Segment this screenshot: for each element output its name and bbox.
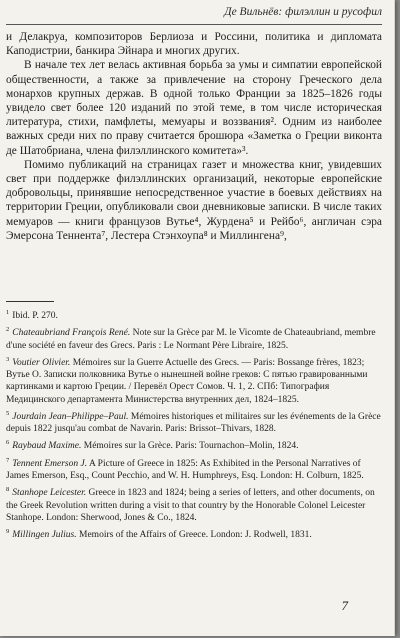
- running-head: Де Вильнёв: филэллин и русофил: [224, 6, 382, 18]
- body-paragraph: и Делакруа, композиторов Берлиоза и Россини, политика и дипломата Каподистрии, банкира Эйнара и многих других.: [6, 31, 382, 58]
- footnote-text: Mémoires historiques et militaires sur les événements de la Grèce depuis 1822 jusqu'au combat de Navarin. Paris: Brissot–Thivars, 1828.: [6, 412, 381, 435]
- footnote-number: 8: [6, 486, 10, 494]
- body-paragraph: В начале тех лет велась активная борьба за умы и симпатии европейской общественности, а также за привлечение на сторону Греческого дела монархов крупных держав. В одной только Франции за 1825–1826 годы увидело свет более 120 изданий по этой теме, в том числе историческая литература, стихи, памфлеты, мемуары и воззвания². Одним из наиболее важных среди них по праву считается брошюра «Заметка о Греции виконта де Шатобриана, члена филэллинского комитета»³.: [6, 59, 382, 157]
- footnote-text: A Picture of Greece in 1825: As Exhibited in the Personal Narratives of James Emerson, Esq., Count Pecchio, and W. H. Humphreys, Esq. London: H. Colburn, 1825.: [6, 458, 364, 482]
- footnote-separator: [6, 301, 54, 302]
- footnote-number: 2: [6, 326, 10, 334]
- main-text: [6, 30, 382, 243]
- header-rule: [6, 24, 382, 25]
- footnote-number: 3: [6, 355, 10, 363]
- body-paragraph: Помимо публикаций на страницах газет и множества книг, увидевших свет при поддержке филэллинских организаций, некоторые европейские добровольцы, принявшие непосредственное участие в боевых действиях на территории Греции, опубликовали свои дневниковые записки. В числе таких мемуаров — книги французов Вутье⁴, Журдена⁵ и Рейбо⁶, англичан сэра Эмерсона Теннента⁷, Лестера Стэнхоупа⁸ и Миллингена⁹,: [6, 158, 382, 242]
- footnote: [6, 484, 382, 524]
- footnote-number: 6: [6, 439, 10, 447]
- footnote-author: Jourdain Jean–Philippe–Paul.: [12, 412, 129, 423]
- footnote: [6, 307, 382, 322]
- footnote-author: Millingen Julius.: [12, 530, 77, 541]
- footnotes: [6, 307, 382, 544]
- footnote: [6, 324, 382, 352]
- footnote-author: Voutier Olivier.: [12, 358, 71, 369]
- footnote-text: Mémoires sur la Guerre Actuelle des Grecs. — Paris: Bossange frères, 1823; Вутье О. Записки полковника Вутье о нынешней войне греков: С пятью гравированными картинками и картою Греции. / Перевёл Орест Сомов. Ч. 1, 2. СПб: Типография Медицинского департамента Министерства внутренних дел, 1824–1825.: [6, 358, 368, 405]
- footnote: [6, 437, 382, 452]
- footnote-number: 1: [6, 309, 10, 316]
- footnote-author: Tennent Emerson J.: [12, 458, 88, 469]
- footnote-number: 5: [6, 409, 10, 417]
- footnote-text: Mémoires sur la Grèce. Paris: Tournachon–Molin, 1824.: [83, 441, 299, 452]
- footnote-text: Note sur la Grèce par M. le Vicomte de Chateaubriand, membre d'une société en faveur des Grecs. Paris : Le Normant Père Libraire, 1825.: [6, 328, 376, 351]
- footnote-number: 7: [6, 456, 10, 464]
- footnote-text: Ibid. P. 270.: [12, 311, 58, 322]
- footnote: [6, 354, 382, 406]
- footnote-author: Stanhope Leicester.: [12, 488, 87, 499]
- footnote: [6, 526, 382, 541]
- page-number: 7: [341, 598, 348, 613]
- footnote-number: 9: [6, 528, 10, 536]
- footnote-author: Raybaud Maxime.: [12, 441, 82, 452]
- footnote-text: Greece in 1823 and 1824; being a series of letters, and other documents, on the Greek Revolution written during a visit to that country by the Honorable Colonel Leicester Stanhope. London: Sherwood, Jones & Co., 1824.: [6, 488, 375, 523]
- footnote-text: Memoirs of the Affairs of Greece. London: J. Rodwell, 1831.: [79, 530, 312, 541]
- footnote: [6, 455, 382, 483]
- footnote: [6, 408, 382, 436]
- footnote-author: Chateaubriand François René.: [12, 328, 131, 339]
